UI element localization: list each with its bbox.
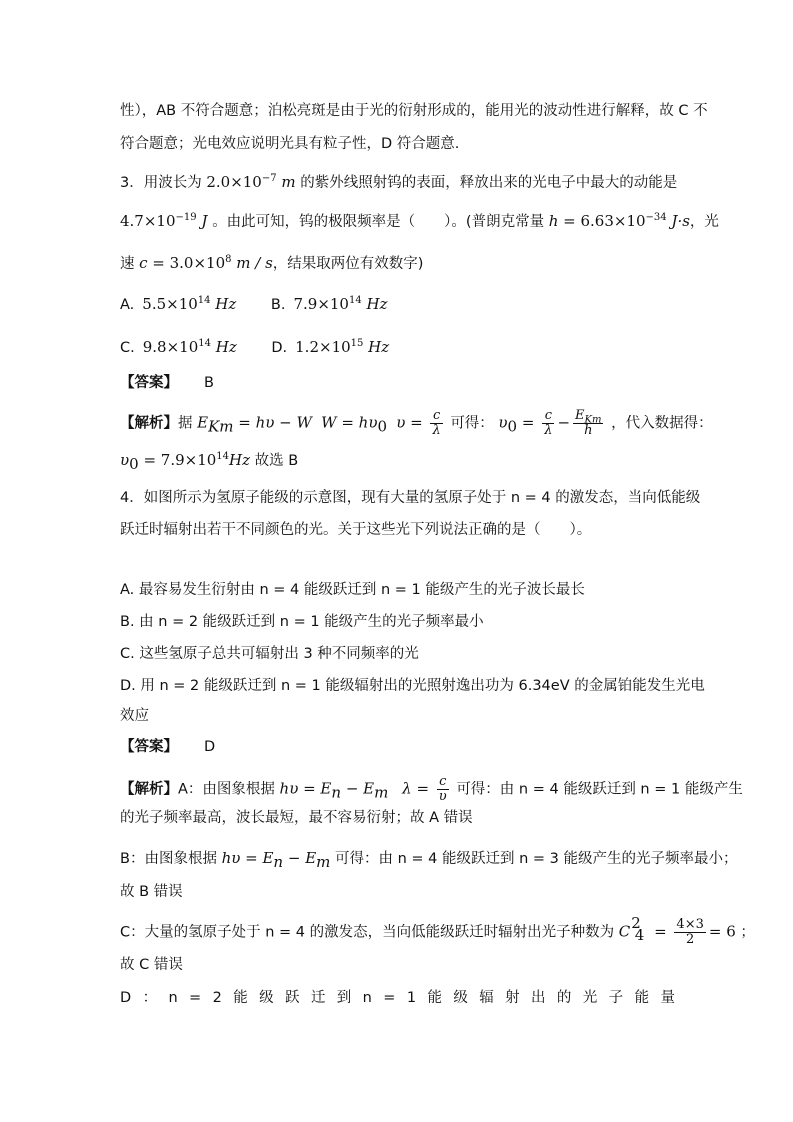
- option-4c: C. 这些氢原子总共可辐射出 3 种不同频率的光: [120, 646, 419, 662]
- analysis-4c-line-2: 故 C 错误: [120, 957, 183, 973]
- analysis-4c-line-1: C：大量的氢原子处于 n = 4 的激发态，当向低能级跃迁时辐射出光子种数为 $C_{24}$ = $\frac{4\times 3}{2}$ = 6 ；: [120, 914, 755, 947]
- options-row-1: A. $5.5\times 10^{14}$ Hz B. $7.9\times 10^{14}$ Hz: [120, 295, 388, 313]
- options-row-2: C. $9.8\times 10^{14}$ Hz D. $1.2\times 10^{15}$ Hz: [120, 338, 390, 356]
- question-3-line-2: $4.7\times 10^{-19}$ J 。由此可知，钨的极限频率是（ ）。(普朗克常量 $h = 6.63\times 10^{-34}$ J·s，光: [120, 212, 719, 230]
- analysis-4a-line-1: 【解析】A：由图象根据 $h\upsilon = E_n - E_m$ λ = $\frac{c}{\upsilon}$ 可得：由 n = 4 能级跃迁到 n = 1 能级产生: [120, 774, 743, 804]
- analysis-4d-line-1: D ： n = 2 能 级 跃 迁 到 n = 1 能 级 辐 射 出 的 光 子 能 量: [120, 990, 675, 1006]
- question-3-line-1: 3．用波长为 $2.0\times 10^{-7}$ m 的紫外线照射钨的表面，释放出来的光电子中最大的动能是: [120, 173, 678, 191]
- option-4a: A. 最容易发生衍射由 n = 4 能级跃迁到 n = 1 能级产生的光子波长最长: [120, 582, 585, 598]
- text-line: 性），AB 不符合题意；泊松亮斑是由于光的衍射形成的，能用光的波动性进行解释，故 C 不: [120, 103, 708, 119]
- option-4d-line-2: 效应: [120, 708, 149, 724]
- question-4-line-1: 4．如图所示为氢原子能级的示意图，现有大量的氢原子处于 n = 4 的激发态，当向低能级: [120, 490, 701, 506]
- option-4b: B. 由 n = 2 能级跃迁到 n = 1 能级产生的光子频率最小: [120, 614, 484, 630]
- analysis-4b-line-1: B：由图象根据 $h\upsilon = E_n - E_m$ 可得：由 n = 4 能级跃迁到 n = 3 能级产生的光子频率最小；: [120, 849, 738, 871]
- wavelength-value: $2.0\times 10^{-7}$: [206, 173, 277, 191]
- question-4-line-2: 跃迁时辐射出若干不同颜色的光。关于这些光下列说法正确的是（ ）。: [120, 522, 592, 538]
- option-a: $5.5\times 10^{14}$: [142, 295, 211, 313]
- analysis-4b-line-2: 故 B 错误: [120, 884, 183, 900]
- question-3-line-3: 速 $c = 3.0\times 10^8$ m / s，结果取两位有效数字): [120, 254, 424, 272]
- text-line: 符合题意；光电效应说明光具有粒子性，D 符合题意.: [120, 136, 460, 152]
- answer-3: 【答案】 B: [120, 375, 214, 391]
- option-d: $1.2\times 10^{15}$: [295, 338, 364, 356]
- analysis-4a-line-2: 的光子频率最高，波长最短，最不容易衍射；故 A 错误: [120, 810, 473, 826]
- answer-4: 【答案】 D: [120, 739, 216, 755]
- analysis-3-line-2: $\upsilon_0 = 7.9\times 10^{14}Hz$ 故选 B: [120, 451, 299, 473]
- analysis-3-line-1: 【解析】据 $E_{Km} = h\upsilon - W$ $W = h\upsilon_0$ υ = $\frac{c}{\lambda}$ 可得： $\upsilon_0$ = $\frac{c}{\lambda}$ − $\frac{E_{Km}}{h}$ ，代入数据得：: [120, 408, 713, 438]
- kinetic-energy-value: $4.7\times 10^{-19}$: [120, 212, 197, 230]
- option-b: $7.9\times 10^{14}$: [293, 295, 362, 313]
- planck-constant: h: [548, 212, 559, 230]
- option-4d-line-1: D. 用 n = 2 能级跃迁到 n = 1 能级辐射出的光照射逸出功为 6.34eV 的金属铂能发生光电: [120, 678, 705, 694]
- light-speed: c: [139, 254, 148, 272]
- option-c: $9.8\times 10^{14}$: [142, 338, 211, 356]
